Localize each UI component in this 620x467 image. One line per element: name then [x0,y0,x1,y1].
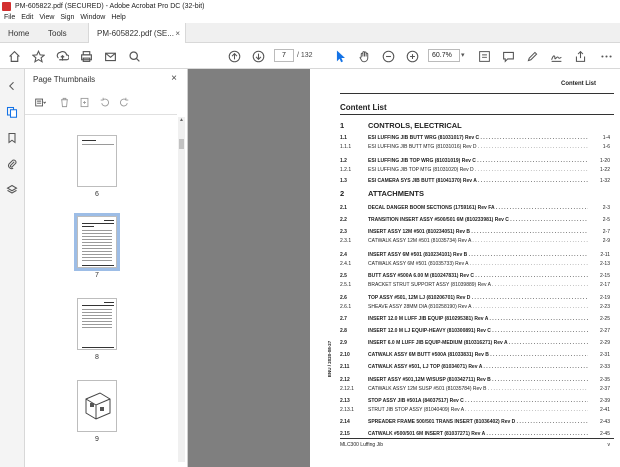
toc-entry-title: INSERT 12.0 M LUFF JIB EQUIP (810295381) Rev A . . . [368,316,588,322]
toc-entry[interactable] [340,178,610,186]
thumbnail-page-number: 9 [95,436,99,443]
toc-entry-title: ESI LUFFING JIB TOP MTG (81031020) Rev D . . . [368,167,588,173]
thumbnails-scrollbar[interactable] [178,117,185,462]
page-thumbnail[interactable] [77,380,117,443]
content-list-title: Content List [340,103,387,112]
fit-page-icon[interactable] [476,48,492,64]
thumbnail-preview [77,298,117,350]
toc-entry-number: 2.15 [340,431,350,437]
toc-entry-page: 2-17 [599,282,610,288]
toc-entry-number: 2.5 [340,273,347,279]
page-header-title: Content List [561,81,596,87]
toc-entry-number: 2.14 [340,419,350,425]
toc-entry-title: BRACKET STRUT SUPPORT ASSY (81039889) Rev A . . . [368,282,588,288]
toc-entry-number: 2.12.1 [340,386,354,392]
toc-entry-title: BUTT ASSY #500A 6.00 M (810247831) Rev C . . . [368,273,588,279]
toc-entry-number: 1.2 [340,158,347,164]
rotate-left-icon[interactable] [95,95,113,109]
toc-entry-number: 2.6 [340,295,347,301]
tab-document[interactable] [88,23,186,44]
page-thumbnail[interactable] [77,135,117,198]
toc-entry-page: 2-3 [602,205,610,211]
thumbnail-page-number: 8 [95,354,99,361]
toc-entry-title: CATWALK ASSY 12M #501 (81035734) Rev A . . . [368,238,588,244]
close-tab-icon[interactable]: × [175,29,180,38]
toc-entry[interactable] [340,158,610,166]
menu-edit[interactable]: Edit [21,14,34,21]
toc-entry[interactable] [340,364,610,372]
tab-document-label: PM-605822.pdf (SE... [97,29,174,38]
toc-entry-page: 2-23 [599,304,610,310]
toc-entry[interactable] [340,238,610,246]
toc-entry-number: 1.2.1 [340,167,352,173]
email-icon[interactable] [102,48,118,64]
toc-entry-page: 2-41 [599,407,610,413]
toc-entry[interactable] [340,340,610,348]
toc-entry-title: INSERT ASSY 6M #501 (810234101) Rev B . . . [368,252,588,258]
toc-entry-title: STRUT JIB STOP ASSY (81040409) Rev A . . . [368,407,588,413]
toc-entry-number: 1.1 [340,135,347,141]
thumbnails-toolbar [31,95,135,109]
toc-entry-title: ESI LUFFING JIB BUTT WRG (81031017) Rev C . . . [368,135,588,141]
window-title: PM-605822.pdf (SECURED) - Adobe Acrobat Pro DC (32-bit) [15,2,205,10]
thumbnail-options-icon[interactable] [31,95,49,109]
attachments-icon[interactable] [5,157,19,171]
toc-entry-title: ESI LUFFING JIB BUTT MTG (81031016) Rev D . . . [368,144,588,150]
toc-entry[interactable] [340,205,610,213]
page-thumbnail[interactable] [77,298,117,361]
menu-help[interactable]: Help [111,14,126,21]
toc-entry-title: SHEAVE ASSY 28MM DIA (810258190) Rev A . . . [368,304,588,310]
toc-entry-title: INSERT ASSY 12M #501 (810234051) Rev B . . . [368,229,588,235]
divider [340,438,614,439]
toc-entry[interactable] [340,217,610,225]
toc-entry[interactable] [340,386,610,394]
collapse-arrow-icon[interactable] [5,79,19,93]
toc-entry-page: 2-33 [599,364,610,370]
document-side-code: ENU / 2020-08-27 [327,340,332,377]
toc-entry-page: 2-13 [599,261,610,267]
toc-entry-page: 2-43 [599,419,610,425]
toc-entry[interactable] [340,328,610,336]
toc-entry-page: 2-35 [599,377,610,383]
menu-window[interactable]: Window [80,14,106,21]
toc-entry-title: DECAL DANGER BOOM SECTIONS (1759161) Rev FA . . . [368,205,588,211]
section-title: ATTACHMENTS [368,189,424,198]
tab-bar [0,23,620,43]
thumbnail-page-number: 7 [95,272,99,279]
menu-view[interactable]: View [39,14,55,21]
close-panel-icon[interactable]: × [171,73,177,84]
more-tools-icon[interactable] [598,48,614,64]
toc-entry-title: ESI LUFFING JIB TOP WRG (81031019) Rev C . . . [368,158,588,164]
toc-entry[interactable] [340,252,610,260]
menu-bar [0,12,620,23]
toc-entry-title: CATWALK #500/501 6M INSERT (81037271) Rev A . . . [368,431,588,437]
toc-entry-number: 2.9 [340,340,347,346]
toc-entry[interactable] [340,261,610,269]
section-number: 1 [340,121,345,130]
toc-entry-title: SPREADER FRAME 500/501 TRANS INSERT (81036402) Rev D . . . [368,419,588,425]
rotate-right-icon[interactable] [115,95,133,109]
toc-entry-page: 1-6 [602,144,610,150]
toc-entry-title: INSERT ASSY #501,12M W/SUSP (810342711) Rev B . . . [368,377,588,383]
toc-entry[interactable] [340,407,610,415]
toc-entry-title: CATWALK ASSY 6M #501 (81035733) Rev A . . . [368,261,588,267]
pdf-page [310,69,620,467]
tab-tools[interactable]: Tools [48,28,67,38]
page-thumbnails-icon[interactable] [5,105,19,119]
drawing-preview [78,381,116,431]
previous-page-icon[interactable] [226,48,242,64]
toc-entry-page: 2-31 [599,352,610,358]
upload-icon[interactable] [54,48,70,64]
toc-entry-title: ESI CAMERA SYS JIB BUTT (81041370) Rev A . . . [368,178,588,184]
section-number: 2 [340,189,345,198]
toc-entry-number: 2.1 [340,205,347,211]
chevron-down-icon[interactable]: ▾ [461,52,465,59]
comment-icon[interactable] [500,48,516,64]
menu-file[interactable]: File [4,14,16,21]
toc-entry-page: 2-45 [599,431,610,437]
print-icon[interactable] [78,48,94,64]
toc-entry[interactable] [340,304,610,312]
toc-entry-number: 2.4.1 [340,261,352,267]
sign-icon[interactable] [548,48,564,64]
home-icon[interactable] [6,48,22,64]
toolbar [0,43,620,69]
toc-entry-number: 2.13 [340,398,350,404]
page-thumbnails-panel [25,69,188,467]
divider [25,114,177,115]
toc-entry-title: CATWALK ASSY 6M BUTT #500A (81033831) Rev B . . . [368,352,588,358]
thumbnails-panel-title: Page Thumbnails [33,75,96,84]
highlight-pen-icon[interactable] [524,48,540,64]
toc-entry-page: 1-32 [599,178,610,184]
toc-entry-number: 2.3 [340,229,347,235]
toc-entry-page: 2-39 [599,398,610,404]
divider [340,93,614,94]
toc-entry-number: 2.10 [340,352,350,358]
insert-page-icon[interactable] [75,95,93,109]
toc-entry-page: 1-4 [602,135,610,141]
thumbnail-preview [77,135,117,187]
tab-home[interactable]: Home [8,28,30,38]
zoom-in-icon[interactable] [404,48,420,64]
toc-entry-title: TRANSITION INSERT ASSY #500/501 6M (810233981) Rev C . . . [368,217,588,223]
thumbnail-page-number: 6 [95,191,99,198]
toc-entry[interactable] [340,316,610,324]
page-total: / 132 [297,52,313,59]
title-bar [0,0,620,12]
document-view[interactable] [188,69,620,467]
toc-entry-number: 2.5.1 [340,282,352,288]
scroll-up-icon[interactable]: ▲ [179,117,184,123]
toc-entry[interactable] [340,419,610,427]
toc-entry-number: 2.13.1 [340,407,354,413]
toc-entry-page: 1-22 [599,167,610,173]
select-cursor-icon[interactable] [332,48,348,64]
toc-entry-title: INSERT 12.0 M LJ EQUIP-HEAVY (810300891) Rev C . . . [368,328,588,334]
toc-entry[interactable] [340,229,610,237]
toc-entry[interactable] [340,273,610,281]
toc-entry-page: 2-29 [599,340,610,346]
toc-entry-page: 2-15 [599,273,610,279]
hand-tool-icon[interactable] [356,48,372,64]
thumbnail-preview [77,216,117,268]
search-icon[interactable] [126,48,142,64]
toc-entry-page: 2-37 [599,386,610,392]
toc-entry-page: 2-9 [602,238,610,244]
page-thumbnail-selected[interactable] [77,216,117,279]
acrobat-app-icon [2,2,11,11]
toc-entry-number: 1.1.1 [340,144,352,150]
toc-entry[interactable] [340,135,610,143]
toc-entry-page: 2-25 [599,316,610,322]
share-icon[interactable] [572,48,588,64]
toc-entry[interactable] [340,377,610,385]
toc-entry[interactable] [340,144,610,152]
divider [340,114,614,115]
page-footer-number: v [607,442,610,448]
menu-sign[interactable]: Sign [60,14,75,21]
section-title: CONTROLS, ELECTRICAL [368,121,462,130]
toc-entry-title: CATWALK ASSY 12M SUSP #501 (81035784) Rev B . . . [368,386,588,392]
toc-entry[interactable] [340,352,610,360]
toc-entry-page: 2-19 [599,295,610,301]
toc-entry[interactable] [340,167,610,175]
toc-entry-number: 2.11 [340,364,350,370]
page-number-input[interactable]: 7 [274,49,294,62]
toc-entry-number: 2.2 [340,217,347,223]
toc-entry[interactable] [340,282,610,290]
toc-entry-page: 2-11 [600,252,610,258]
toc-entry-title: STOP ASSY JIB #501A (84037517) Rev C . . . [368,398,588,404]
toc-entry-number: 2.12 [340,377,350,383]
zoom-level-input[interactable]: 60.7% [428,49,460,62]
toc-entry-number: 1.3 [340,178,347,184]
scrollbar-thumb[interactable] [179,139,184,149]
layers-icon[interactable] [5,183,19,197]
page-footer-title: MLC300 Luffing Jib [340,442,383,448]
bookmarks-icon[interactable] [5,131,19,145]
toc-entry-page: 2-7 [602,229,610,235]
thumbnail-preview [77,380,117,432]
toc-entry-number: 2.6.1 [340,304,352,310]
toc-entry-title: TOP ASSY #501, 12M LJ (810206701) Rev D . . . [368,295,588,301]
toc-entry-title: CATWALK ASSY #501, LJ TOP (81034071) Rev A . . . [368,364,588,370]
toc-entry-page: 1-20 [599,158,610,164]
next-page-icon[interactable] [250,48,266,64]
toc-entry-number: 2.3.1 [340,238,352,244]
toc-entry-title: INSERT 6.0 M LUFF JIB EQUIP-MEDIUM (810316271) Rev A . . . [368,340,588,346]
delete-page-icon[interactable] [55,95,73,109]
toc-entry-page: 2-5 [602,217,610,223]
toc-entry-number: 2.8 [340,328,347,334]
toc-entry-number: 2.7 [340,316,347,322]
zoom-out-icon[interactable] [380,48,396,64]
toc-entry-page: 2-27 [599,328,610,334]
toc-entry[interactable] [340,295,610,303]
toc-entry[interactable] [340,398,610,406]
navigation-pane-strip [0,69,25,467]
bookmark-star-icon[interactable] [30,48,46,64]
toc-entry-number: 2.4 [340,252,347,258]
